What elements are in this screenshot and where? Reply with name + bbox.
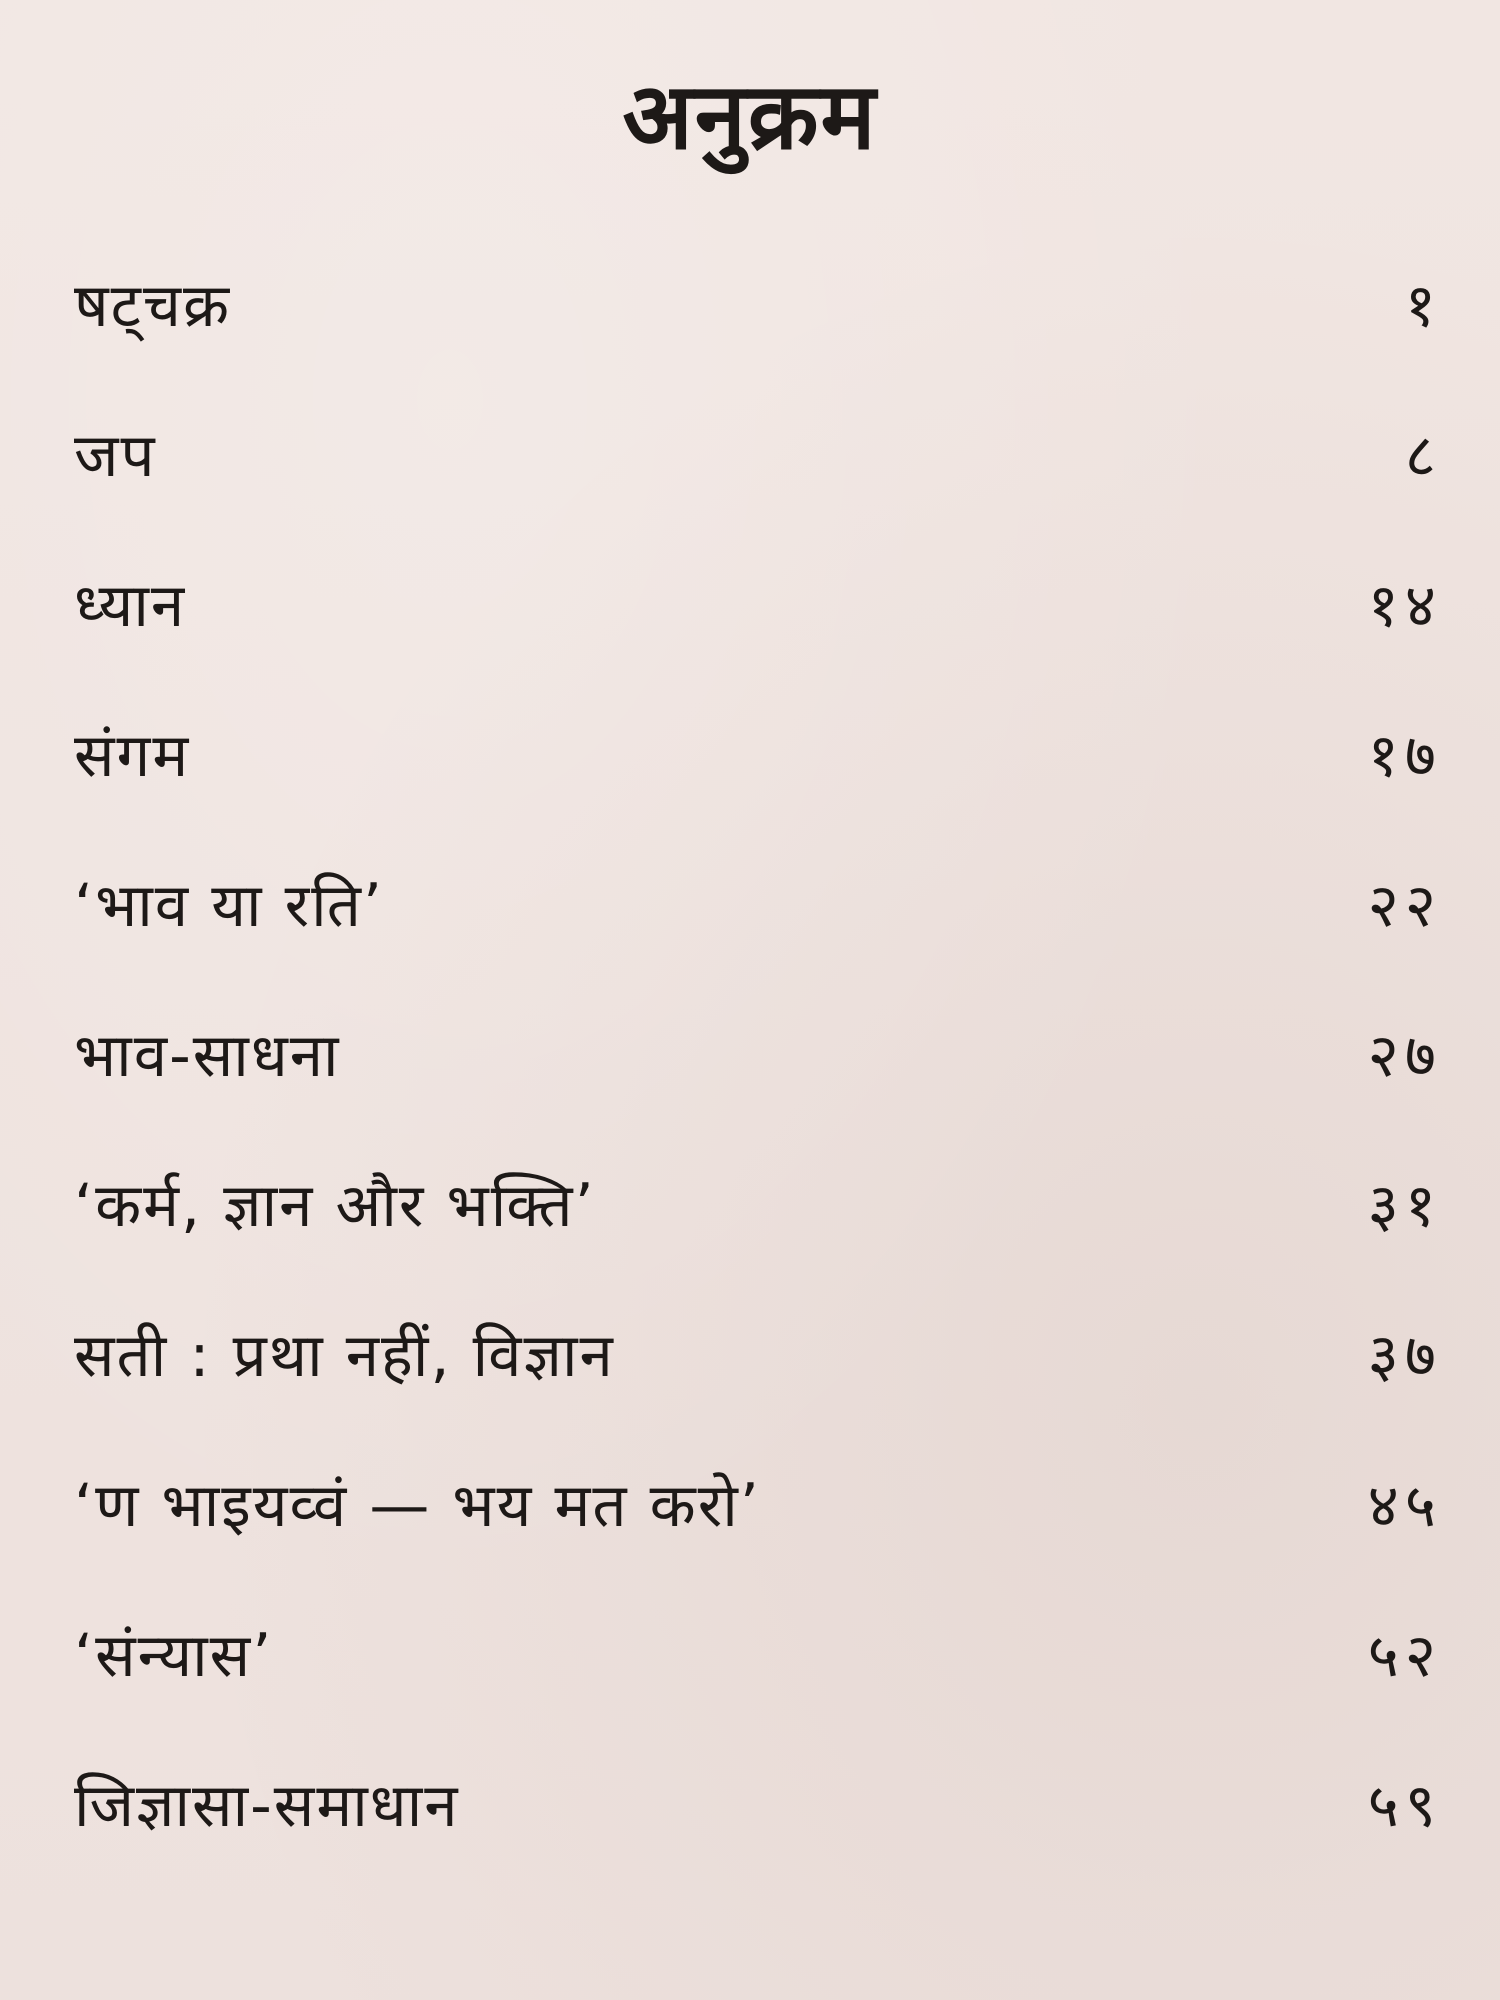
toc-entry — [0, 850, 1500, 1000]
toc-entry-page-number: ५९ — [1367, 1771, 1442, 1841]
toc-entry-title: जिज्ञासा-समाधान — [74, 1771, 460, 1841]
toc-entry-page-number: २७ — [1367, 1021, 1442, 1091]
toc-entry-page-number: २२ — [1367, 871, 1442, 941]
toc-entry — [0, 1150, 1500, 1300]
toc-entry — [0, 1300, 1500, 1450]
toc-entry-page-number: ३७ — [1367, 1321, 1442, 1391]
toc-entry-title: जप — [74, 421, 157, 491]
toc-entry-page-number: १४ — [1367, 571, 1442, 641]
toc-entry-title: ध्यान — [74, 571, 187, 641]
toc-entry-page-number: १ — [1404, 271, 1442, 341]
page-title: अनुक्रम — [622, 63, 878, 170]
toc-entry-title: ‘संन्यास’ — [74, 1621, 274, 1691]
toc-entry — [0, 1450, 1500, 1600]
toc-entry — [0, 1000, 1500, 1150]
toc-entry-title: ‘कर्म, ज्ञान और भक्ति’ — [74, 1171, 596, 1241]
toc-entry-page-number: ३१ — [1367, 1171, 1442, 1241]
toc-entry-title: संगम — [74, 721, 191, 791]
table-of-contents — [0, 250, 1500, 1900]
toc-entry-page-number: ५२ — [1367, 1621, 1442, 1691]
toc-entry — [0, 1750, 1500, 1900]
toc-entry — [0, 550, 1500, 700]
toc-entry-title: भाव-साधना — [74, 1021, 341, 1091]
toc-entry-title: सती : प्रथा नहीं, विज्ञान — [74, 1321, 615, 1391]
toc-entry-title: ‘ण भाइयव्वं — भय मत करो’ — [74, 1471, 761, 1541]
toc-entry — [0, 1600, 1500, 1750]
toc-entry-title: षट्चक्र — [74, 271, 232, 341]
toc-entry — [0, 700, 1500, 850]
toc-entry-page-number: ८ — [1404, 421, 1442, 491]
toc-entry-title: ‘भाव या रति’ — [74, 871, 384, 941]
toc-entry-page-number: १७ — [1367, 721, 1442, 791]
toc-entry — [0, 250, 1500, 400]
toc-entry — [0, 400, 1500, 550]
toc-entry-page-number: ४५ — [1367, 1471, 1442, 1541]
